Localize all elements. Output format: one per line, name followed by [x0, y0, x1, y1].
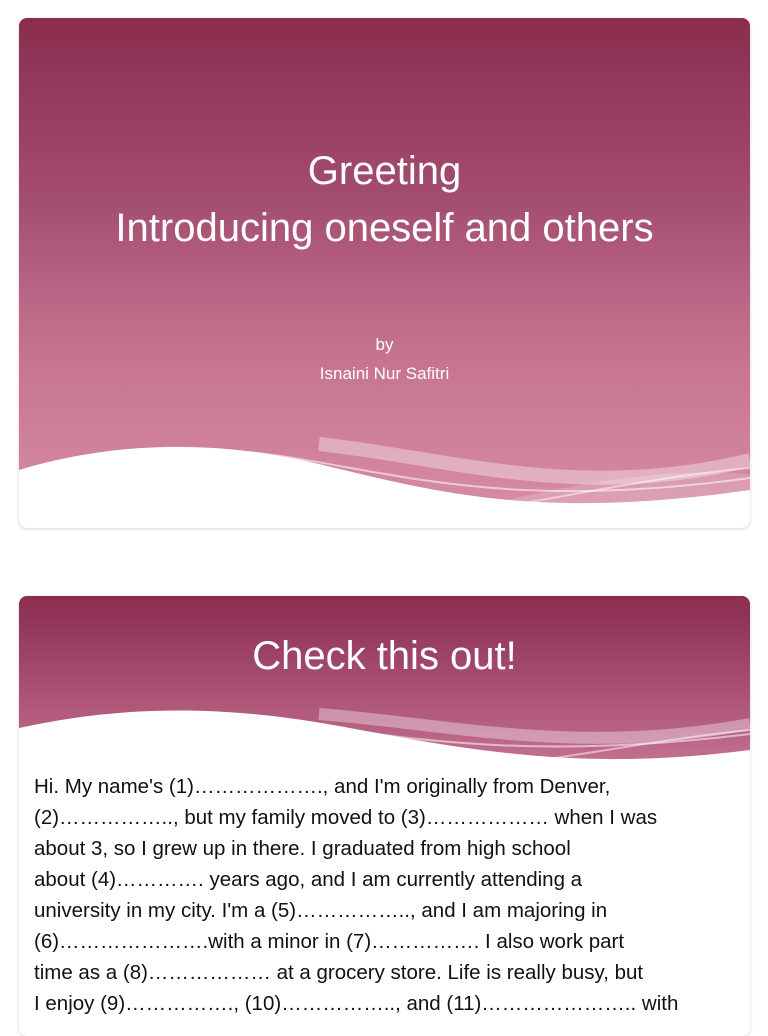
- paragraph-line: I enjoy (9)……………., (10)…………….., and (11)………………….. with: [34, 992, 679, 1015]
- title-slide: [19, 18, 750, 528]
- paragraph-line: university in my city. I'm a (5)…………….., and I am majoring in: [34, 899, 608, 922]
- paragraph-line: about (4)…………. years ago, and I am currently attending a: [34, 868, 583, 891]
- paragraph-line: time as a (8)……………… at a grocery store. Life is really busy, but: [34, 961, 644, 984]
- paragraph-line: Hi. My name's (1)………………., and I'm originally from Denver,: [34, 775, 611, 798]
- content-slide: [19, 596, 750, 1036]
- by-label: by: [375, 335, 394, 354]
- title-line-1: Greeting: [307, 149, 462, 193]
- slide-wave-decoration: [19, 418, 750, 528]
- slide-title: Check this out!: [252, 634, 517, 678]
- author-name: Isnaini Nur Safitri: [319, 364, 450, 383]
- slide-title: [19, 143, 750, 257]
- byline: [19, 330, 750, 388]
- paragraph-line: (2)…………….., but my family moved to (3)……………… when I was: [34, 806, 658, 829]
- title-line-2: Introducing oneself and others: [115, 206, 654, 250]
- fill-in-paragraph: [34, 771, 739, 1019]
- paragraph-line: about 3, so I grew up in there. I graduated from high school: [34, 837, 571, 860]
- paragraph-line: (6)………………….with a minor in (7)……………. I also work part: [34, 930, 625, 953]
